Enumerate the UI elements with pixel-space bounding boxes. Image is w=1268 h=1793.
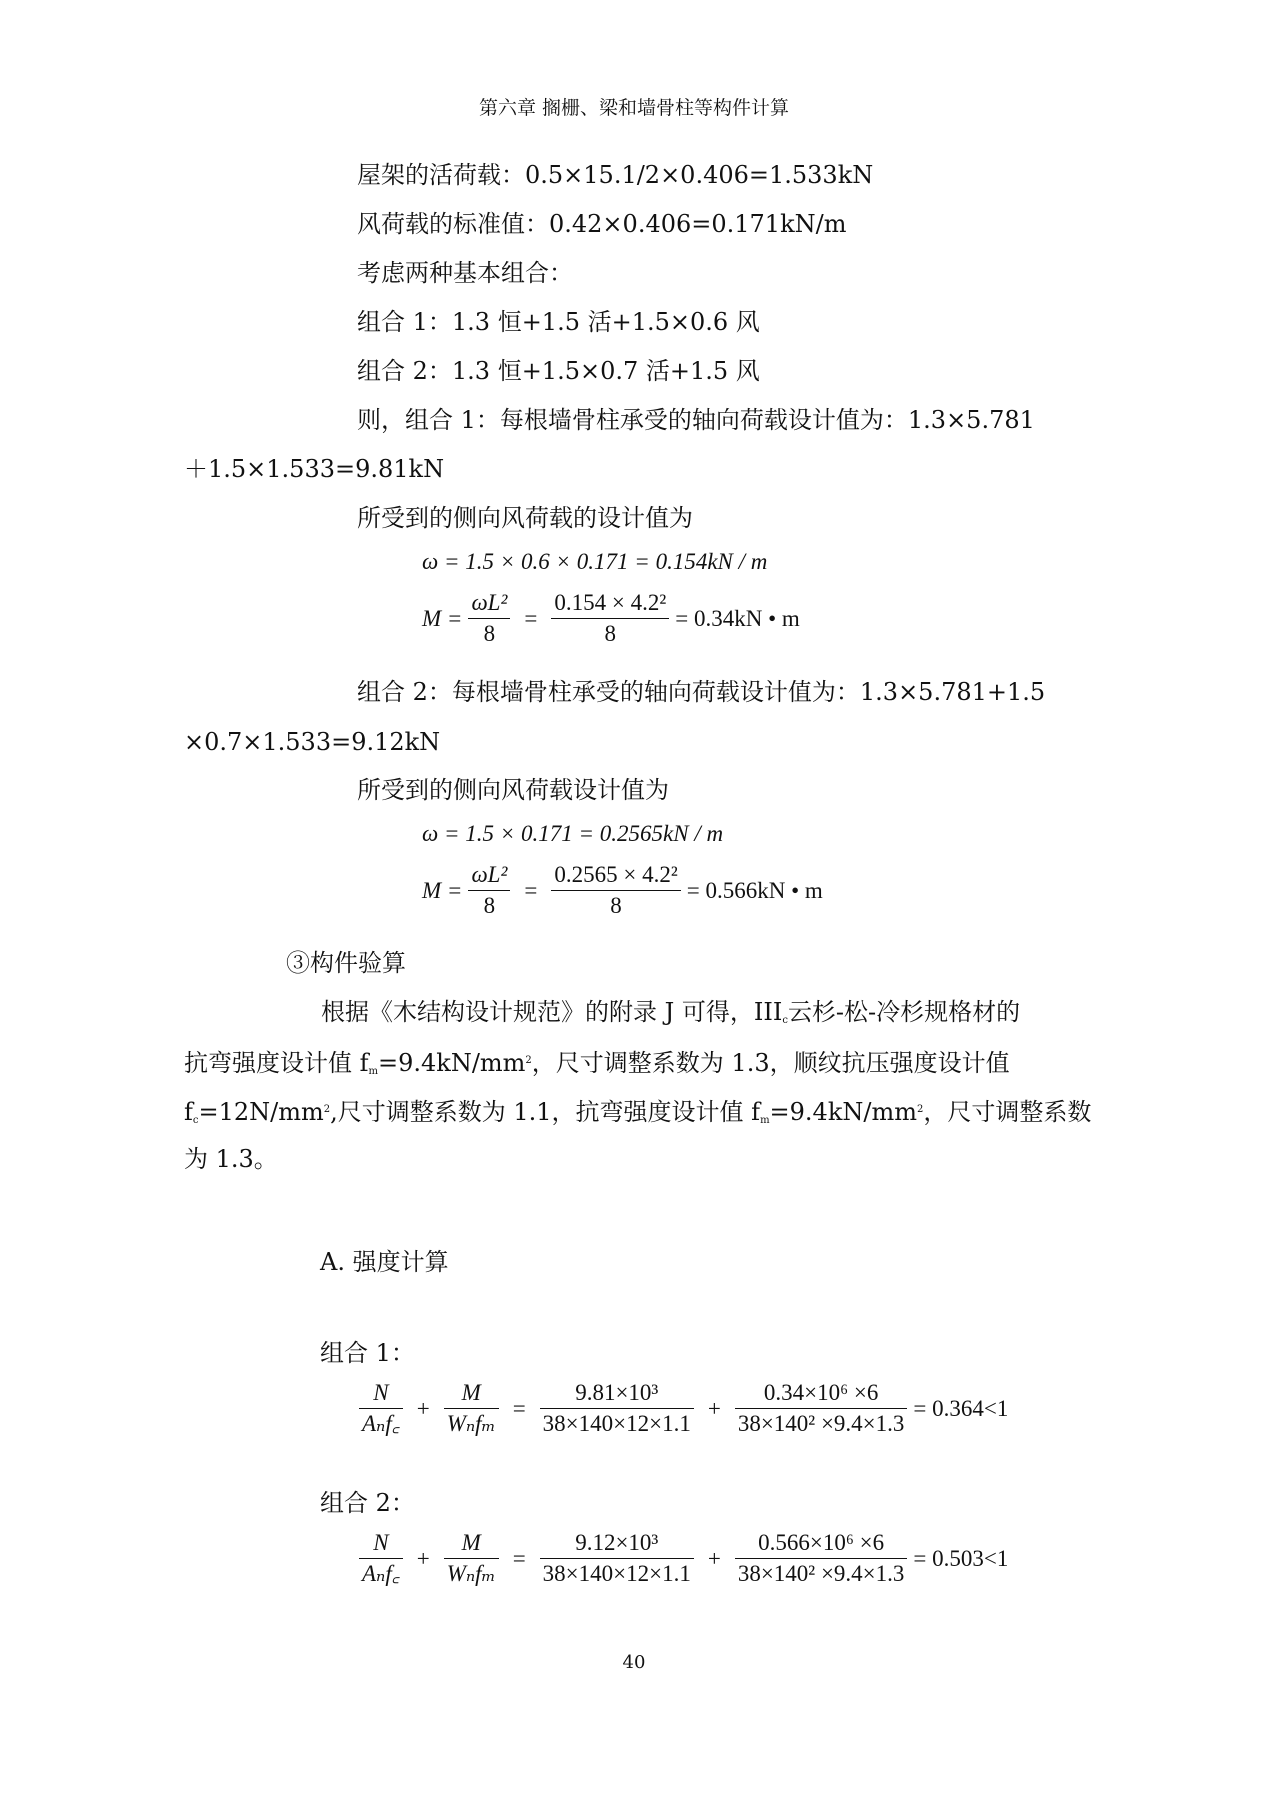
para-line-1: 根据《木结构设计规范》的附录 J 可得，$III_c$云杉-松-冷杉规格材的 bbox=[321, 998, 1021, 1026]
s2-frac-d: $\frac{\text{0.566×10⁶ ×6}}{\text{38×140² ×9.4×1.3}}$ bbox=[735, 1528, 908, 1589]
m2-f1-num: ωL² bbox=[468, 860, 510, 891]
roof-live-load-line: 屋架的活荷载：0.5×15.1/2×0.406=1.533kN bbox=[357, 161, 874, 189]
s2-frac-a: $\frac{N}{\text{Aₙf꜀}}$ bbox=[359, 1528, 403, 1589]
page-number: 40 bbox=[622, 1652, 646, 1673]
omega-eq-2-text: ω = 1.5 × 0.171 = 0.2565kN / m bbox=[422, 821, 724, 846]
moment-equation-2: M = $\frac{\text{ωL²}}{8}$ = $\frac{\text{0.2565 × 4.2²}}{8}$ = 0.566kN • m bbox=[422, 860, 823, 921]
combo2-definition: 组合 2：1.3 恒+1.5×0.7 活+1.5 风 bbox=[357, 357, 760, 385]
m2-frac-1 bbox=[468, 860, 510, 921]
lateral-wind-2-line: 所受到的侧向风荷载设计值为 bbox=[357, 776, 669, 804]
moment-equation-1: M = $\frac{\text{ωL²}}{8}$ = $\frac{\text{0.154 × 4.2²}}{8}$ = 0.34kN • m bbox=[422, 588, 800, 649]
combo1-label: 组合 1： bbox=[320, 1339, 415, 1367]
s1-rhs: = 0.364<1 bbox=[913, 1395, 1009, 1421]
m2-f2-den: 8 bbox=[610, 893, 622, 918]
m2-frac-2 bbox=[551, 860, 680, 921]
para-line-4: 为 1.3。 bbox=[184, 1145, 278, 1173]
m2-lhs: M = bbox=[422, 877, 463, 903]
m1-frac-1 bbox=[468, 588, 510, 649]
combo1-definition: 组合 1：1.3 恒+1.5 活+1.5×0.6 风 bbox=[357, 308, 760, 336]
member-check-title: ③构件验算 bbox=[286, 949, 406, 977]
s1-frac-b: $\frac{M}{\text{Wₙfₘ}}$ bbox=[444, 1378, 499, 1439]
combo2-axial-line-a: 组合 2：每根墙骨柱承受的轴向荷载设计值为：1.3×5.781+1.5 bbox=[357, 678, 1046, 706]
page-header: 第六章 搁栅、梁和墙骨柱等构件计算 bbox=[478, 97, 790, 119]
omega-equation-2 bbox=[422, 821, 723, 847]
combo2-axial-line-b: ×0.7×1.533=9.12kN bbox=[184, 728, 441, 756]
m1-f2-num: 0.154 × 4.2² bbox=[551, 588, 669, 619]
m1-rhs: = 0.34kN • m bbox=[675, 605, 800, 631]
section-a-title: A. 强度计算 bbox=[320, 1248, 449, 1276]
s1-frac-d: $\frac{\text{0.34×10⁶ ×6}}{\text{38×140² ×9.4×1.3}}$ bbox=[735, 1378, 908, 1439]
combo1-axial-line-a: 则，组合 1：每根墙骨柱承受的轴向荷载设计值为：1.3×5.781 bbox=[357, 406, 1035, 434]
m2-f2-num: 0.2565 × 4.2² bbox=[551, 860, 680, 891]
s1-frac-c: $\frac{\text{9.81×10³}}{38\times 140\times 12\times 1.1}$ bbox=[540, 1378, 694, 1439]
omega-equation-1 bbox=[422, 549, 767, 575]
s2-frac-b: $\frac{M}{\text{Wₙfₘ}}$ bbox=[444, 1528, 499, 1589]
strength-equation-1: $\frac{N}{\text{Aₙf꜀}}$ + $\frac{M}{\text{Wₙfₘ}}$ = $\frac{\text{9.81×10³}}{38\times 140\times 12\times 1.1}$ + $\frac{\text{0.34×10⁶ ×6}}{\text{38×140² ×9.4×1.3}}$ = 0.364<1 bbox=[353, 1378, 1008, 1439]
omega-eq-1-text: ω = 1.5 × 0.6 × 0.171 = 0.154kN / m bbox=[422, 549, 768, 574]
combo2-label: 组合 2： bbox=[320, 1489, 415, 1517]
m1-f2-den: 8 bbox=[604, 621, 617, 646]
s1-frac-a: $\frac{N}{\text{Aₙf꜀}}$ bbox=[359, 1378, 403, 1439]
m1-f1-num: ωL² bbox=[468, 588, 510, 619]
para-line-2: 抗弯强度设计值 $f_m=9.4kN/mm^2$，尺寸调整系数为 1.3，顺纹抗压强度设计值 bbox=[184, 1049, 1010, 1077]
para-line-3: $f_c=12N/mm^2$,尺寸调整系数为 1.1，抗弯强度设计值 $f_m=9.4kN/mm^2$，尺寸调整系数 bbox=[184, 1098, 1092, 1126]
m2-f1-den: 8 bbox=[483, 893, 496, 918]
m1-frac-2 bbox=[551, 588, 669, 649]
s2-rhs: = 0.503<1 bbox=[913, 1545, 1009, 1571]
m2-rhs: = 0.566kN • m bbox=[686, 877, 823, 903]
lateral-wind-1-line: 所受到的侧向风荷载的设计值为 bbox=[357, 504, 693, 532]
wind-standard-line: 风荷载的标准值：0.42×0.406=0.171kN/m bbox=[357, 210, 847, 238]
two-combos-line: 考虑两种基本组合： bbox=[357, 259, 573, 287]
m1-f1-den: 8 bbox=[483, 621, 496, 646]
s2-frac-c: $\frac{\text{9.12×10³}}{38\times 140\times 12\times 1.1}$ bbox=[540, 1528, 694, 1589]
strength-equation-2: $\frac{N}{\text{Aₙf꜀}}$ + $\frac{M}{\text{Wₙfₘ}}$ = $\frac{\text{9.12×10³}}{38\times 140\times 12\times 1.1}$ + $\frac{\text{0.566×10⁶ ×6}}{\text{38×140² ×9.4×1.3}}$ = 0.503<1 bbox=[353, 1528, 1008, 1589]
m1-lhs: M = bbox=[422, 605, 463, 631]
combo1-axial-line-b: ＋1.5×1.533=9.81kN bbox=[184, 455, 445, 483]
